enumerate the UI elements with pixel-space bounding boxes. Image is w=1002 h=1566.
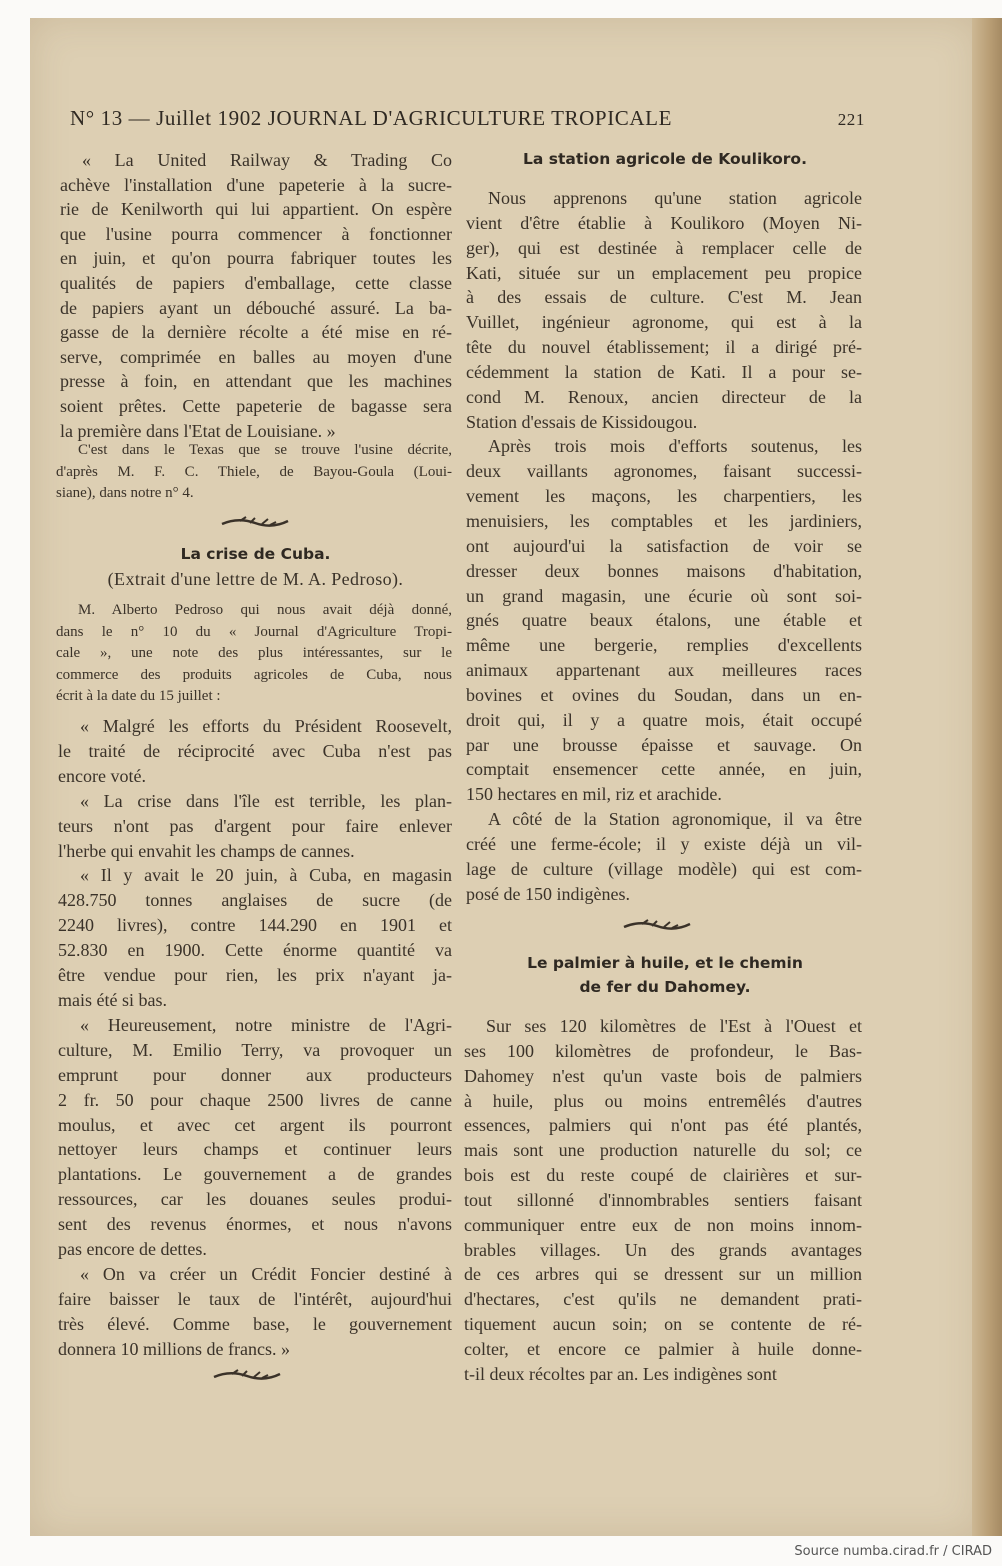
text-line: donnera 10 millions de francs. » [58,1338,290,1359]
cuba-paragraph [58,714,452,789]
text-line: ressources, car les douanes seules produi- [58,1189,452,1210]
text-line: deux vaillants agronomes, faisant successi- [466,461,862,482]
text-line: 2240 livres), contre 144.290 en 1901 et [58,915,452,936]
text-line: droit qui, il y a quatre mois, était occupé [466,709,862,730]
text-line: le traité de réciprocité avec Cuba n'est pas [58,740,452,761]
text-line: ont aujourd'ui la satisfaction de voir se [466,535,862,556]
text-line: achève l'installation d'une papeterie à la sucre- [60,174,452,195]
dahomey-paragraph-block [464,1014,862,1387]
text-line: Station d'essais de Kissidougou. [466,411,698,432]
koulikoro-paragraph-block [466,186,862,906]
note-thiele-block [56,440,452,505]
text-line: « Il y avait le 20 juin, à Cuba, en magasin [80,865,452,886]
article-title-dahomey-line1: Le palmier à huile, et le chemin [527,954,803,972]
text-line: à des essais de culture. C'est M. Jean [466,287,862,308]
text-line: « Malgré les efforts du Président Roosevelt, [80,716,452,736]
text-line: ger), qui est destinée à remplacer celle de [466,237,862,258]
text-line: moulus, et avec cet argent ils pourront [58,1114,452,1135]
cuba-paragraph-block [58,714,452,1362]
text-line: créé une ferme-école; il y existe déjà un vil- [466,833,862,854]
text-line: rie de Kenilworth qui lui appartient. On espère [60,199,452,220]
text-line: plantations. Le gouvernement a de grandes [58,1164,452,1185]
text-line: 150 hectares en mil, riz et arachide. [466,784,722,805]
text-line: bois est du reste coupé de clairières et sur- [464,1165,862,1186]
dahomey-paragraph [464,1014,862,1387]
text-line: vement les maçons, les charpentiers, les [466,486,862,507]
ornament-divider [212,1368,282,1382]
text-line: tiquement aucun soin; on se contente de ré- [464,1314,862,1335]
text-line: mais sont une production naturelle du sol; ce [464,1140,862,1161]
article-title-koulikoro: La station agricole de Koulikoro. [523,150,807,168]
text-line: Nous apprenons qu'une station agricole [488,188,862,208]
text-line: 52.830 en 1900. Cette énorme quantité va [58,940,452,961]
page-spine-edge [972,18,1002,1536]
text-line: dans le n° 10 du « Journal d'Agriculture Tropi- [56,623,452,640]
text-line: tête du nouvel établissement; il a dirigé pré- [466,337,862,358]
koulikoro-paragraph [466,186,862,434]
cuba-intro-block [56,600,452,708]
text-line: pas encore de dettes. [58,1239,207,1260]
text-line: posé de 150 indigènes. [466,883,630,904]
article-title-cuba: La crise de Cuba. [180,545,331,563]
quote-united-railway [60,148,452,443]
header-title: N° 13 — Juillet 1902 JOURNAL D'AGRICULTURE TROPICALE [70,106,673,130]
text-line: t-il deux récoltes par an. Les indigènes sont [464,1363,777,1384]
text-line: ses 100 kilomètres de profondeur, le Bas- [464,1040,862,1061]
text-line: d'hectares, c'est qu'ils ne demandent prati- [464,1289,862,1310]
text-line: à huile, plus ou moins entremêlés d'autres [464,1090,862,1111]
text-line: gnés quatre beaux étalons, une étable et [466,610,862,631]
text-line: écrit à la date du 15 juillet : [56,688,221,704]
text-line: même une bergerie, remplies d'excellents [466,635,862,656]
text-line: « Heureusement, notre ministre de l'Agri- [80,1014,452,1035]
text-line: encore voté. [58,765,146,786]
text-line: serve, comprimée en balles au moyen d'une [60,346,452,367]
article-subtitle-cuba: (Extrait d'une lettre de M. A. Pedroso). [107,569,404,589]
text-line: 428.750 tonnes anglaises de sucre (de [58,890,452,911]
text-line: commerce des produits agricoles de Cuba, nous [56,666,452,683]
text-line: A côté de la Station agronomique, il va être [488,809,862,830]
cuba-paragraph [58,1013,452,1262]
text-line: cédemment la station de Kati. Il a pour se- [466,361,862,382]
running-header [70,106,865,131]
article-title-dahomey-line2: de fer du Dahomey. [579,978,751,996]
text-line: presse à foin, en attendant que les machines [60,371,452,392]
text-line: Sur ses 120 kilomètres de l'Est à l'Ouest et [486,1016,862,1036]
text-line: emprunt pour donner aux producteurs [58,1064,452,1085]
quote-united-railway-block [60,148,452,443]
text-line: gasse de la dernière récolte a été mise en ré- [60,322,452,343]
text-line: siane), dans notre n° 4. [56,485,194,501]
text-line: qualités de papiers d'emballage, cette classe [60,272,452,293]
text-line: essences, palmiers qui n'ont pas été plantés, [464,1115,862,1136]
text-line: bovines et ovines du Soudan, dans un en- [466,684,862,705]
text-line: un grand magasin, une écurie où sont soi- [466,585,862,606]
cuba-paragraph [58,863,452,1012]
text-line: l'herbe qui envahit les champs de cannes. [58,840,355,861]
text-line: cond M. Renoux, ancien directeur de la [466,386,862,407]
text-line: faire baisser le taux de l'intérêt, aujourd'hui [58,1288,452,1309]
text-line: d'après M. F. C. Thiele, de Bayou-Goula (Loui- [56,463,452,480]
source-credit: Source numba.cirad.fr / CIRAD [794,1544,992,1559]
ornament-divider [220,515,290,529]
koulikoro-paragraph [466,434,862,807]
text-line: M. Alberto Pedroso qui nous avait déjà donné, [78,602,452,618]
text-line: de ces arbres qui se dressent sur un million [464,1264,862,1285]
cuba-intro [56,600,452,708]
text-line: mais été si bas. [58,989,167,1010]
text-line: culture, M. Emilio Terry, va provoquer un [58,1039,452,1060]
text-line: en juin, et qu'on pourra fabriquer toutes les [60,248,452,269]
text-line: « La United Railway & Trading Co [82,150,452,170]
text-line: comptait ensemencer cette année, en juin, [466,759,862,780]
text-line: Après trois mois d'efforts soutenus, les [488,436,862,457]
text-line: vient d'être établie à Koulikoro (Moyen Ni- [466,212,862,233]
text-line: 2 fr. 50 pour chaque 2500 livres de canne [58,1089,452,1110]
text-line: Kati, située sur un emplacement peu propice [466,262,862,283]
text-line: nettoyer leurs champs et continuer leurs [58,1139,452,1160]
ornament-divider [622,918,692,932]
text-line: par une brousse épaisse et sauvage. On [466,734,862,755]
text-line: Vuillet, ingénieur agronome, qui est à la [466,312,862,333]
text-line: Dahomey n'est qu'un vaste bois de palmiers [464,1065,862,1086]
text-line: colter, et encore ce palmier à huile donne- [464,1338,862,1359]
text-line: être vendue pour rien, les prix n'ayant ja- [58,965,452,986]
text-line: très élevé. Comme base, le gouvernement [58,1313,452,1334]
text-line: dresser deux bonnes maisons d'habitation, [466,560,862,581]
text-line: cale », une note des plus intéressantes, sur le [56,645,452,661]
text-line: que l'usine pourra commencer à fonctionner [60,223,452,244]
koulikoro-paragraph [466,807,862,906]
text-line: communiquer entre eux de non moins innom- [464,1214,862,1235]
text-line: lage de culture (village modèle) qui est com- [466,858,862,879]
text-line: teurs n'ont pas d'argent pour faire enlever [58,815,452,836]
text-line: « La crise dans l'île est terrible, les plan- [80,790,452,811]
text-line: brables villages. Un des grands avantages [464,1239,862,1260]
text-line: tout sillonné d'innombrables sentiers faisant [464,1189,862,1210]
text-line: soient prêtes. Cette papeterie de bagasse sera [60,395,452,416]
page-number: 221 [837,110,865,129]
text-line: sent des revenus énormes, et nous n'avons [58,1214,452,1235]
text-line: animaux appartenant aux meilleures races [466,660,862,681]
cuba-paragraph [58,1262,452,1362]
cuba-paragraph [58,789,452,864]
text-line: la première dans l'Etat de Louisiane. » [60,420,336,441]
text-line: « On va créer un Crédit Foncier destiné à [80,1263,452,1284]
text-line: menuisiers, les comptables et les jardiniers, [466,510,862,531]
text-line: C'est dans le Texas que se trouve l'usine décrite, [78,442,452,458]
note-thiele [56,440,452,505]
text-line: de papiers ayant un débouché assuré. La ba- [60,297,452,318]
